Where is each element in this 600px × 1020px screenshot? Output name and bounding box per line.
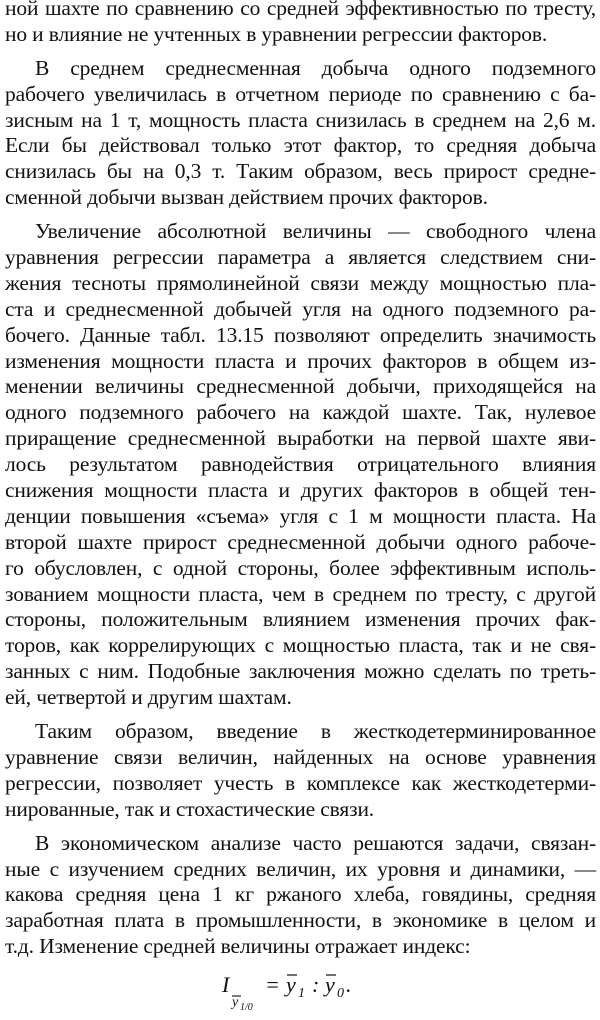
text-line: занных с ним. Подобные заключения можно сделать по треть- bbox=[5, 659, 596, 684]
text-line: ной шахте по сравнению со средней эффективностью по тресту, bbox=[5, 0, 596, 20]
text-line: снижения мощности пласта и других факторов в общей тен- bbox=[5, 478, 596, 503]
text-line: жения тесноты прямолинейной связи между мощностью пла- bbox=[5, 270, 596, 295]
formula-sub-y: y bbox=[232, 995, 239, 1011]
text-line: какова средняя цена 1 кг ржаного хлеба, говядины, средняя bbox=[5, 882, 596, 907]
text-line: второй шахте прирост среднесменной добычи одного рабоче- bbox=[5, 529, 596, 554]
text-line: уравнения регрессии параметра а является следствием сни- bbox=[5, 245, 596, 270]
text-line: снизилась бы на 0,3 т. Таким образом, весь прирост средне- bbox=[5, 159, 596, 184]
formula-y0: y bbox=[325, 972, 335, 998]
formula-colon: : bbox=[312, 972, 320, 998]
index-formula bbox=[0, 960, 600, 1020]
paragraph-3 bbox=[0, 219, 600, 711]
formula-y1-sub: 1 bbox=[298, 986, 305, 1002]
paragraph-4 bbox=[0, 719, 600, 823]
text-line: зованием мощности пласта, чем в среднем по тресту, с другой bbox=[5, 581, 596, 606]
text-line: нированные, так и стохастические связи. bbox=[5, 796, 375, 821]
text-line: В среднем среднесменная добыча одного подземного bbox=[35, 55, 596, 80]
formula-svg bbox=[220, 966, 380, 1020]
paragraph-1 bbox=[0, 0, 600, 48]
text-line: Если бы действовал только этот фактор, то средняя добыча bbox=[5, 133, 596, 158]
formula-y1: y bbox=[286, 972, 296, 998]
text-line: зисным на 1 т, мощность пласта снизилась в среднем на 2,6 м. bbox=[5, 107, 596, 132]
text-line: т.д. Изменение средней величины отражает индекс: bbox=[5, 934, 471, 959]
text-line: уравнение связи величин, найденных на основе уравнения bbox=[5, 744, 596, 769]
formula-index-symbol: I bbox=[222, 972, 230, 998]
formula-equals: = bbox=[265, 972, 280, 998]
text-line: лось результатом равнодействия отрицательного влияния bbox=[5, 452, 596, 477]
text-line: сменной добычи вызван действием прочих факторов. bbox=[5, 185, 488, 210]
text-line: ные с изучением средних величин, их уровня и динамики, — bbox=[5, 856, 596, 881]
text-line: Таким образом, введение в жесткодетерминированное bbox=[35, 719, 596, 744]
text-line: стороны, положительным влиянием изменения прочих фак- bbox=[5, 607, 596, 632]
formula-sub-index: 1/0 bbox=[240, 1002, 253, 1014]
text-line: ста и среднесменной добычей угля на одного подземного ра- bbox=[5, 296, 596, 321]
text-line: приращение среднесменной выработки на первой шахте яви- bbox=[5, 426, 596, 451]
text-line: регрессии, позволяет учесть в комплексе как жесткодетерми- bbox=[5, 770, 596, 795]
text-line: рабочего увеличилась в отчетном периоде по сравнению с ба- bbox=[5, 81, 596, 106]
text-line: бочего. Данные табл. 13.15 позволяют определить значимость bbox=[5, 322, 596, 347]
text-line: денции повышения «съема» угля с 1 м мощности пласта. На bbox=[5, 503, 596, 528]
text-line: но и влияние не учтенных в уравнении регрессии факторов. bbox=[5, 21, 548, 46]
text-line: ей, четвертой и другим шахтам. bbox=[5, 685, 292, 710]
text-line: Увеличение абсолютной величины — свободного члена bbox=[35, 219, 596, 244]
formula-y0-sub: 0 bbox=[337, 986, 344, 1002]
text-line: торов, как коррелирующих с мощностью пласта, так и не свя- bbox=[5, 633, 596, 658]
text-line: го обусловлен, с одной стороны, более эффективным исполь- bbox=[5, 555, 596, 580]
paragraph-2 bbox=[0, 56, 600, 211]
text-line: одного подземного рабочего на каждой шахте. Так, нулевое bbox=[5, 400, 596, 425]
text-line: заработная плата в промышленности, в экономике в целом и bbox=[5, 908, 596, 933]
text-line: менении величины среднесменной добычи, приходящейся на bbox=[5, 374, 596, 399]
paragraph-5 bbox=[0, 831, 600, 960]
text-line: изменения мощности пласта и прочих факторов в общем из- bbox=[5, 348, 596, 373]
formula-period: . bbox=[346, 972, 352, 998]
text-line: В экономическом анализе часто решаются задачи, связан- bbox=[35, 830, 596, 855]
